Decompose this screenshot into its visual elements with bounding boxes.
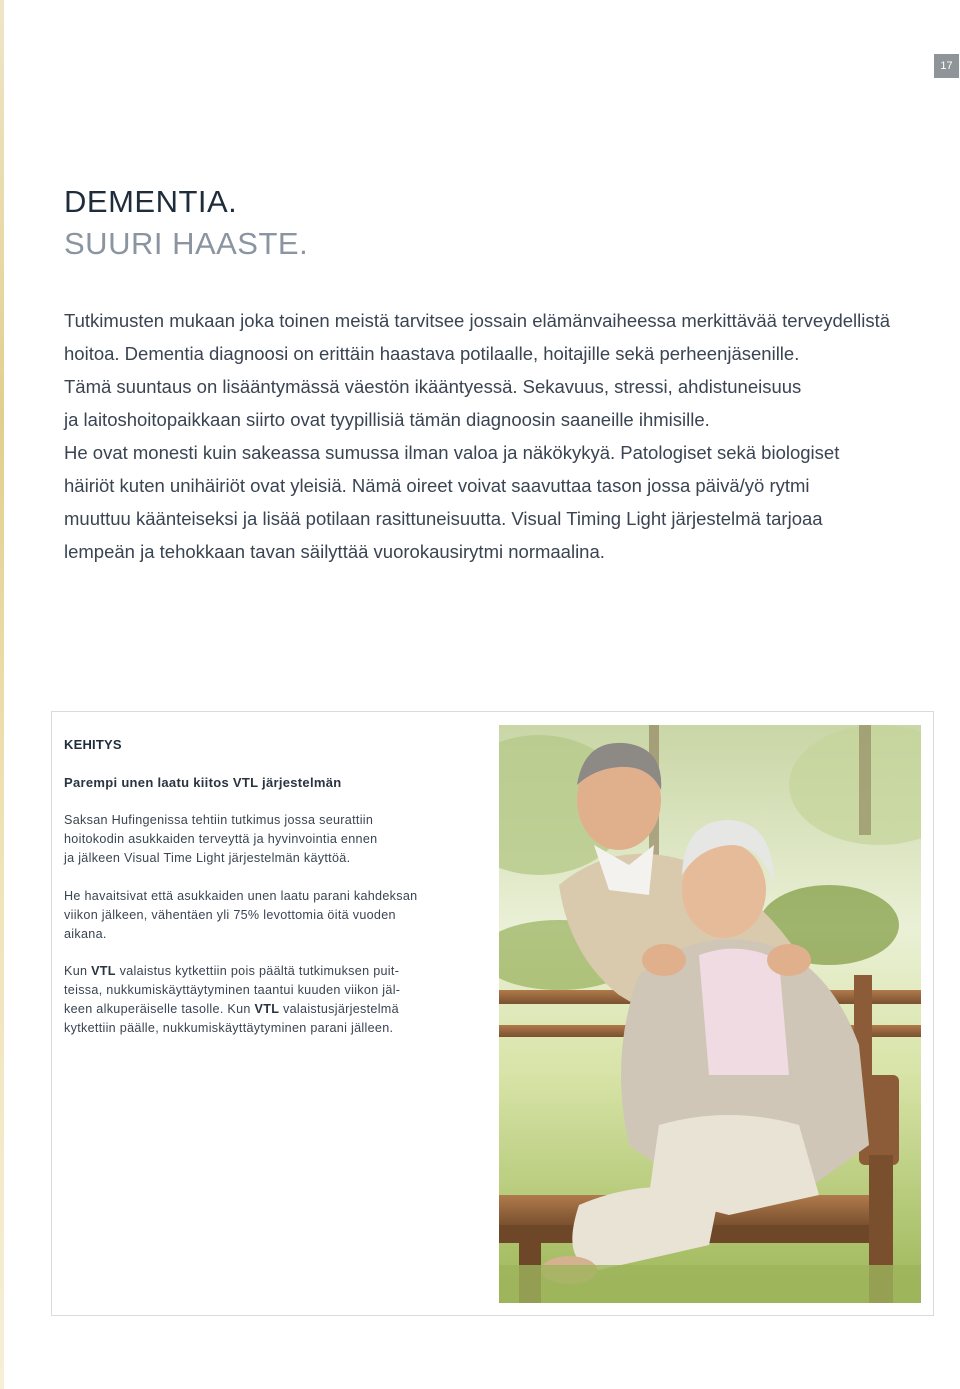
intro-paragraph — [64, 304, 894, 568]
vtl-emphasis: VTL — [254, 1002, 280, 1016]
text-line: hoitokodin asukkaiden terveyttä ja hyvinvointia ennen — [64, 832, 378, 846]
text-fragment: valaistusjärjestelmä — [279, 1002, 399, 1016]
intro-line: häiriöt kuten unihäiriöt ovat yleisiä. Nämä oireet voivat saavuttaa tason jossa päivä/yö rytmi — [64, 475, 810, 496]
box-paragraph-study — [64, 811, 474, 868]
intro-line: muuttuu käänteiseksi ja lisää potilaan rasittuneisuutta. Visual Timing Light järjestelmä tarjoaa — [64, 508, 823, 529]
intro-line: Tämä suuntaus on lisääntymässä väestön ikääntyessä. Sekavuus, stressi, ahdistuneisuus — [64, 376, 802, 397]
box-paragraph-results — [64, 887, 474, 944]
text-line: Saksan Hufingenissa tehtiin tutkimus jossa seurattiin — [64, 813, 374, 827]
intro-line: ja laitoshoitopaikkaan siirto ovat tyypillisiä tämän diagnoosin saaneille ihmisille. — [64, 409, 710, 430]
text-line: kytkettiin päälle, nukkumiskäyttäytyminen parani jälleen. — [64, 1021, 394, 1035]
page-spine — [0, 0, 4, 1389]
text-line: ja jälkeen Visual Time Light järjestelmän käyttöä. — [64, 851, 351, 865]
text-fragment: keen alkuperäiselle tasolle. Kun — [64, 1002, 255, 1016]
elderly-couple-photo — [499, 725, 921, 1303]
text-line: He havaitsivat että asukkaiden unen laatu parani kahdeksan — [64, 889, 418, 903]
vtl-emphasis: VTL — [91, 964, 116, 978]
intro-line: Tutkimusten mukaan joka toinen meistä tarvitsee jossain elämänvaiheessa merkittävää terveydellistä — [64, 310, 891, 331]
box-paragraph-vtl — [64, 962, 474, 1038]
text-line: viikon jälkeen, vähentäen yli 75% levottomia öitä vuoden — [64, 908, 396, 922]
box-subheading: Parempi unen laatu kiitos VTL järjestelmän — [64, 775, 342, 790]
text-line: teissa, nukkumiskäyttäytyminen taantui kuuden viikon jäl- — [64, 983, 401, 997]
text-line: aikana. — [64, 927, 107, 941]
text-fragment: valaistus kytkettiin pois päältä tutkimuksen puit- — [115, 964, 400, 978]
intro-line: hoitoa. Dementia diagnoosi on erittäin haastava potilaalle, hoitajille sekä perheenjäsenille. — [64, 343, 800, 364]
page-subtitle: SUURI HAASTE. — [64, 226, 309, 261]
text-fragment: Kun — [64, 964, 92, 978]
page-number: 17 — [934, 54, 959, 78]
intro-line: lempeän ja tehokkaan tavan säilyttää vuorokausirytmi normaalina. — [64, 541, 605, 562]
intro-line: He ovat monesti kuin sakeassa sumussa ilman valoa ja näkökykyä. Patologiset sekä biologiset — [64, 442, 840, 463]
box-label: KEHITYS — [64, 737, 122, 752]
page-title: DEMENTIA. — [64, 184, 238, 219]
